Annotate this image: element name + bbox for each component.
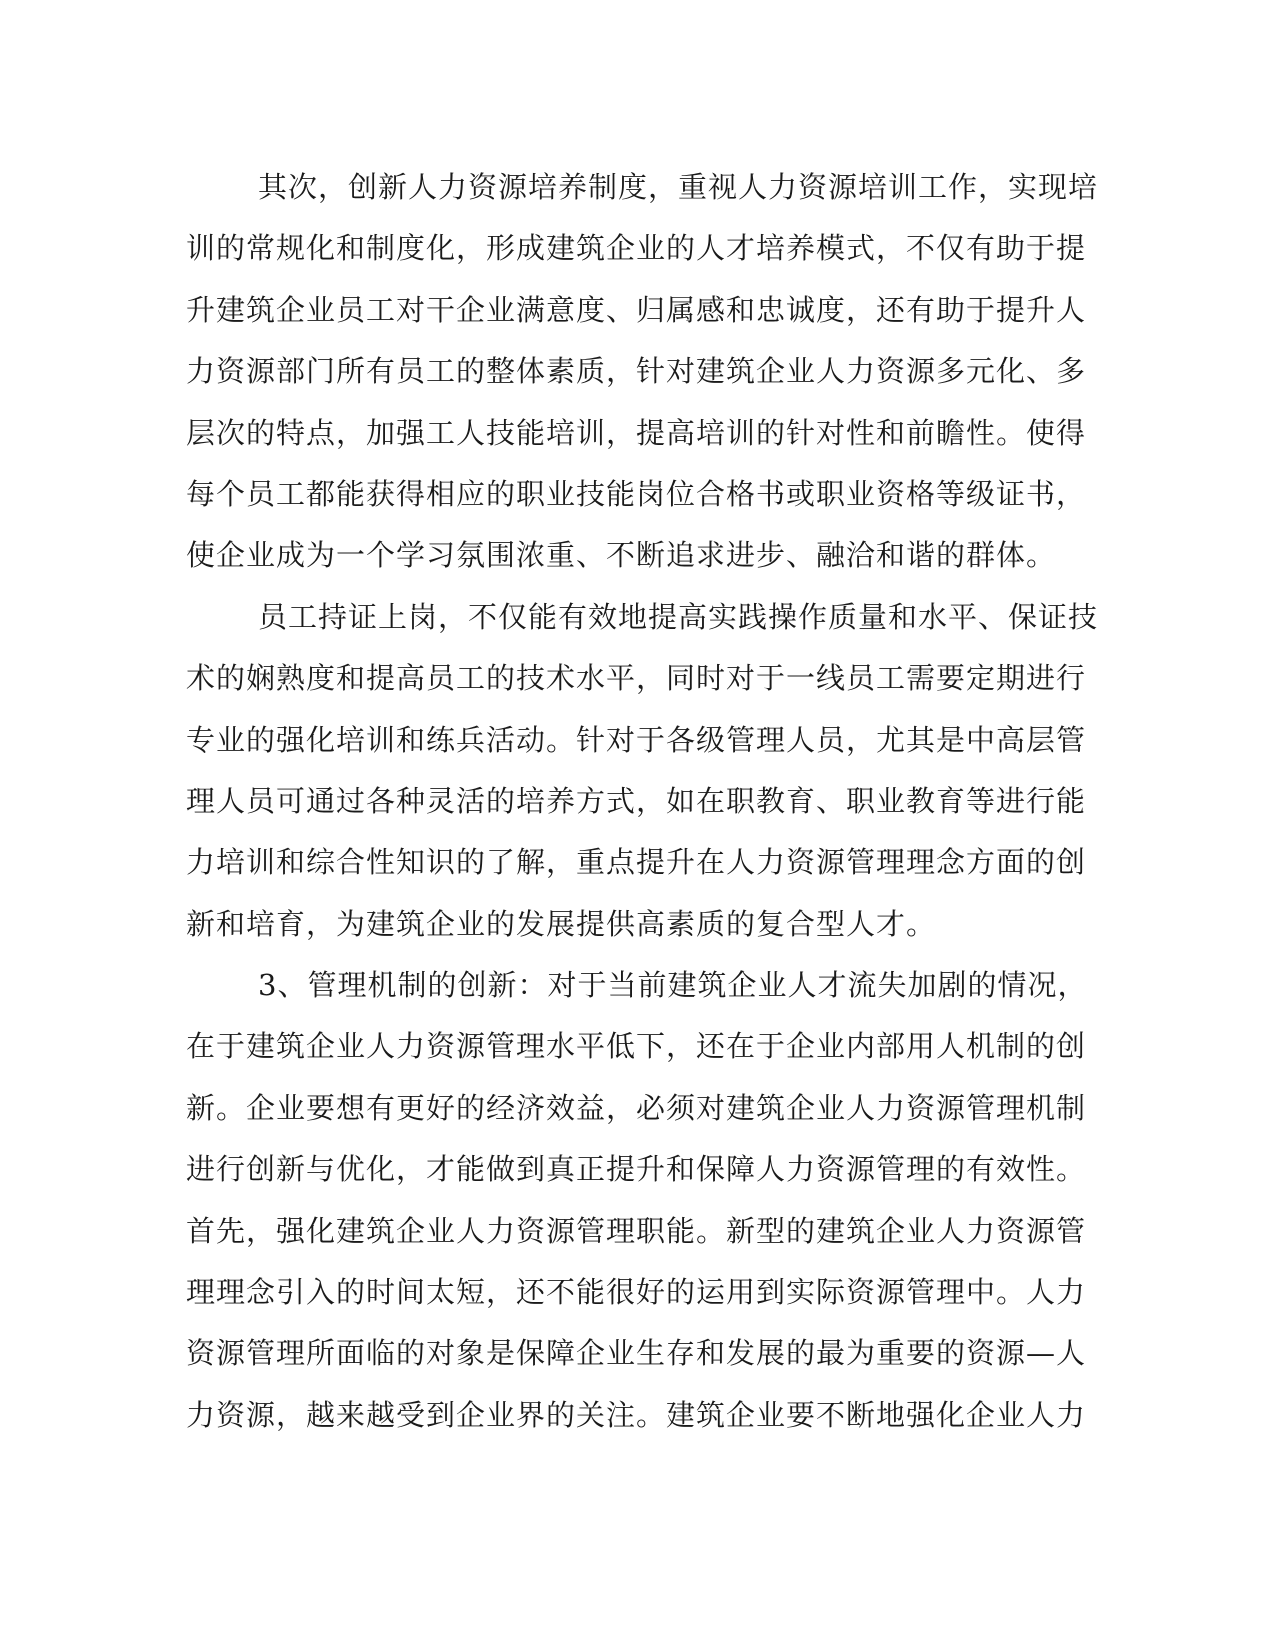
text-line: 层次的特点，加强工人技能培训，提高培训的针对性和前瞻性。使得 [186,415,1087,450]
text-line: 资源管理所面临的对象是保障企业生存和发展的最为重要的资源—人 [186,1336,1087,1371]
text-line: 新和培育，为建筑企业的发展提供高素质的复合型人才。 [186,906,937,941]
text-line: 训的常规化和制度化，形成建筑企业的人才培养模式，不仅有助于提 [186,231,1087,266]
text-line: 升建筑企业员工对干企业满意度、归属感和忠诚度，还有助于提升人 [186,292,1087,327]
text-line: 在于建筑企业人力资源管理水平低下，还在于企业内部用人机制的创 [186,1029,1087,1064]
text-line: 3、管理机制的创新：对于当前建筑企业人才流失加剧的情况， [258,968,1088,1003]
text-line: 理理念引入的时间太短，还不能很好的运用到实际资源管理中。人力 [186,1275,1087,1310]
paragraph-training-system [186,157,1099,587]
text-line: 新。企业要想有更好的经济效益，必须对建筑企业人力资源管理机制 [186,1090,1087,1125]
text-line: 力资源部门所有员工的整体素质，针对建筑企业人力资源多元化、多 [186,354,1087,389]
text-line: 员工持证上岗，不仅能有效地提高实践操作质量和水平、保证技 [258,599,1099,634]
text-line: 使企业成为一个学习氛围浓重、不断追求进步、融洽和谐的群体。 [186,538,1057,573]
text-line: 每个员工都能获得相应的职业技能岗位合格书或职业资格等级证书， [186,476,1087,511]
text-line: 力培训和综合性知识的了解，重点提升在人力资源管理理念方面的创 [186,845,1087,880]
paragraph-management-mechanism [186,955,1088,1446]
text-line: 进行创新与优化，才能做到真正提升和保障人力资源管理的有效性。 [186,1152,1087,1187]
text-line: 专业的强化培训和练兵活动。针对于各级管理人员，尤其是中高层管 [186,722,1087,757]
text-line: 首先，强化建筑企业人力资源管理职能。新型的建筑企业人力资源管 [186,1213,1087,1248]
body-text [186,157,1099,1446]
text-line: 其次，创新人力资源培养制度，重视人力资源培训工作，实现培 [258,170,1099,204]
text-line: 术的娴熟度和提高员工的技术水平，同时对于一线员工需要定期进行 [186,661,1087,696]
paragraph-certification [186,587,1099,955]
text-line: 理人员可通过各种灵活的培养方式，如在职教育、职业教育等进行能 [186,783,1087,818]
text-line: 力资源，越来越受到企业界的关注。建筑企业要不断地强化企业人力 [186,1397,1087,1432]
